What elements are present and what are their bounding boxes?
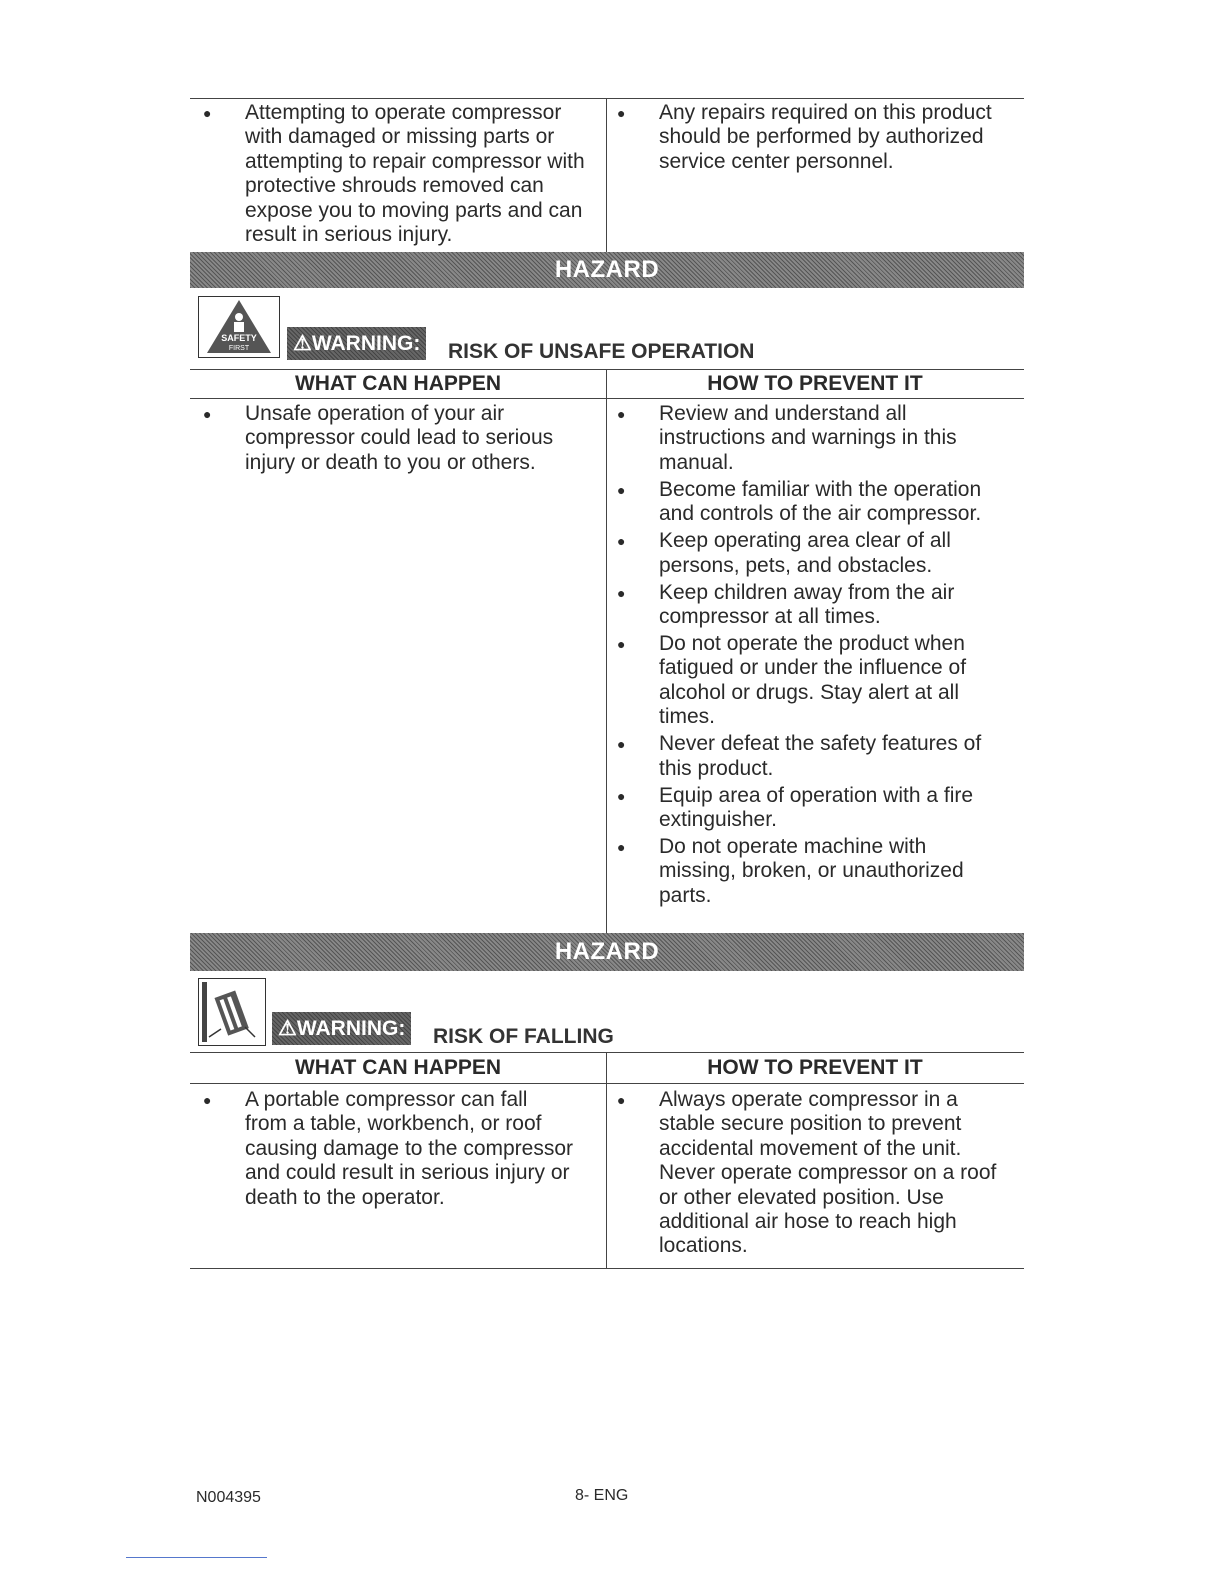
divider bbox=[190, 369, 1024, 370]
item-text: Attempting to operate compressor with damaged or missing parts or attempting to repair compressor with protective shrouds removed can expose you to moving parts and can result in serious injury. bbox=[245, 101, 585, 247]
column-divider bbox=[606, 369, 607, 933]
item-text: A portable compressor can fall from a table, workbench, or roof causing damage to the compressor and could result in serious injury or death to the operator. bbox=[245, 1088, 574, 1209]
list-item: ● Always operate compressor in a stable secure position to prevent accidental movement of the unit. Never operate compressor on a roof or other elevated position. Use additional air hose to reach high locations. bbox=[617, 1088, 997, 1258]
how-to-prevent-list bbox=[617, 402, 1009, 911]
hazard-bar: HAZARD bbox=[190, 933, 1024, 971]
how-to-prevent-header: HOW TO PREVENT IT bbox=[707, 1056, 923, 1079]
divider bbox=[190, 1268, 1024, 1269]
warning-label: ⚠WARNING: bbox=[287, 327, 426, 360]
list-item: ● Unsafe operation of your air compressor could lead to serious injury or death to you or others. bbox=[203, 402, 554, 474]
list-item: ● Keep operating area clear of all persons, pets, and obstacles. bbox=[617, 529, 951, 577]
item-text: Keep operating area clear of all persons, pets, and obstacles. bbox=[659, 529, 951, 577]
column-divider bbox=[606, 1052, 607, 1268]
what-can-happen-list bbox=[203, 1088, 575, 1213]
item-text: Any repairs required on this product should be performed by authorized service center personnel. bbox=[659, 101, 992, 173]
list-item: ● Keep children away from the air compressor at all times. bbox=[617, 580, 955, 629]
list-item: ● A portable compressor can fall from a table, workbench, or roof causing damage to the compressor and could result in serious injury or death to the operator. bbox=[203, 1088, 574, 1209]
item-text: Become familiar with the operation and controls of the air compressor. bbox=[659, 477, 982, 526]
safety-first-icon bbox=[198, 296, 280, 358]
list-item: ● Do not operate machine with missing, broken, or unauthorized parts. bbox=[617, 835, 964, 907]
top-right-list bbox=[617, 101, 1019, 177]
hazard-bar: HAZARD bbox=[190, 252, 1024, 288]
how-to-prevent-header: HOW TO PREVENT IT bbox=[707, 372, 923, 395]
list-item: ● Never defeat the safety features of this product. bbox=[617, 732, 982, 780]
what-can-happen-list bbox=[203, 402, 585, 478]
how-to-prevent-list bbox=[617, 1088, 1004, 1261]
what-can-happen-header: WHAT CAN HAPPEN bbox=[294, 372, 502, 395]
item-text: Always operate compressor in a stable secure position to prevent accidental movement of the unit. Never operate compressor on a roof or other elevated position. Use additional air hose to reach high locations. bbox=[659, 1088, 997, 1258]
list-item: ● Attempting to operate compressor with damaged or missing parts or attempting to repair compressor with protective shrouds removed can expose you to moving parts and can result in serious injury. bbox=[203, 101, 585, 247]
risk-title: RISK OF FALLING bbox=[433, 1025, 614, 1048]
item-text: Unsafe operation of your air compressor could lead to serious injury or death to you or others. bbox=[245, 402, 554, 474]
list-item: ● Become familiar with the operation and controls of the air compressor. bbox=[617, 477, 982, 526]
item-text: Equip area of operation with a fire extinguisher. bbox=[659, 783, 974, 832]
risk-title: RISK OF UNSAFE OPERATION bbox=[448, 340, 755, 363]
item-text: Do not operate the product when fatigued or under the influence of alcohol or drugs. Stay alert at all times. bbox=[659, 632, 967, 729]
falling-compressor-icon bbox=[198, 978, 266, 1046]
divider bbox=[190, 398, 1024, 399]
footer-rule bbox=[126, 1557, 267, 1558]
item-text: Do not operate machine with missing, broken, or unauthorized parts. bbox=[659, 835, 964, 907]
list-item: ● Any repairs required on this product should be performed by authorized service center personnel. bbox=[617, 101, 992, 173]
document-code: N004395 bbox=[196, 1489, 261, 1506]
top-left-list bbox=[203, 101, 590, 250]
list-item: ● Do not operate the product when fatigued or under the influence of alcohol or drugs. Stay alert at all times. bbox=[617, 632, 967, 729]
warning-label: ⚠WARNING: bbox=[272, 1012, 411, 1045]
column-divider bbox=[606, 98, 607, 252]
list-item: ● Equip area of operation with a fire extinguisher. bbox=[617, 783, 974, 832]
item-text: Keep children away from the air compressor at all times. bbox=[659, 580, 955, 629]
page-number: 8- ENG bbox=[575, 1487, 629, 1504]
divider bbox=[190, 98, 1024, 99]
divider bbox=[190, 1052, 1024, 1053]
what-can-happen-header: WHAT CAN HAPPEN bbox=[294, 1056, 502, 1079]
divider bbox=[190, 1083, 1024, 1084]
list-item: ● Review and understand all instructions and warnings in this manual. bbox=[617, 402, 957, 474]
item-text: Review and understand all instructions and warnings in this manual. bbox=[659, 402, 957, 474]
svg-text:FIRST: FIRST bbox=[228, 345, 250, 352]
item-text: Never defeat the safety features of this product. bbox=[659, 732, 982, 780]
svg-text:SAFETY: SAFETY bbox=[221, 333, 257, 343]
